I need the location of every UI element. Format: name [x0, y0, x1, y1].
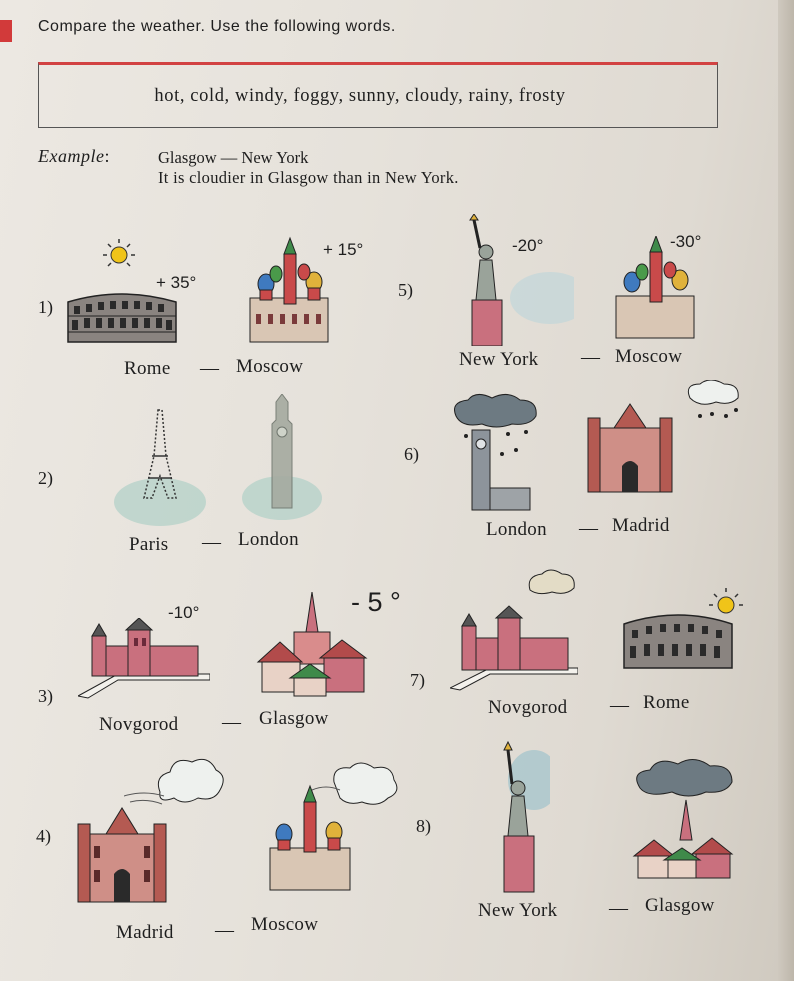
- caption-1-city1: Rome: [124, 358, 171, 379]
- caption-5-city1: New York: [459, 349, 539, 370]
- word-list: hot, cold, windy, foggy, sunny, cloudy, rainy, frosty: [154, 86, 566, 106]
- caption-2-city2: London: [238, 529, 299, 550]
- statue-of-liberty-icon-2: [490, 740, 550, 894]
- caption-6-city1: London: [486, 519, 547, 540]
- temp-glasgow: - 5 °: [351, 587, 401, 617]
- temp-moscow-1: + 15°: [323, 240, 364, 259]
- item-number-1: 1): [38, 297, 53, 317]
- kremlin-cathedral-icon-3: [610, 236, 698, 340]
- caption-7-city2: Rome: [643, 692, 690, 713]
- novgorod-fortress-icon-2: [450, 566, 578, 692]
- caption-5-city2: Moscow: [615, 346, 683, 367]
- example-sentence: It is cloudier in Glasgow than in New York.: [158, 168, 459, 187]
- item-number-8: 8): [416, 816, 431, 836]
- caption-7-dash: —: [610, 695, 629, 716]
- caption-7-city1: Novgorod: [488, 697, 568, 718]
- eiffel-tower-icon: [112, 406, 208, 526]
- caption-1-dash: —: [200, 358, 219, 379]
- novgorod-fortress-icon: [78, 618, 210, 700]
- instruction-text: Compare the weather. Use the following words.: [38, 18, 396, 35]
- colosseum-icon: [64, 284, 180, 346]
- sun-icon: [96, 238, 142, 272]
- caption-6-city2: Madrid: [612, 515, 670, 536]
- caption-4-dash: —: [215, 920, 234, 941]
- caption-4-city1: Madrid: [116, 922, 174, 943]
- temp-newyork: -20°: [512, 236, 544, 255]
- item-number-2: 2): [38, 468, 53, 488]
- caption-4-city2: Moscow: [251, 914, 319, 935]
- item-number-4: 4): [36, 826, 51, 846]
- page-edge: [778, 0, 794, 981]
- caption-3-city2: Glasgow: [259, 708, 329, 729]
- caption-6-dash: —: [579, 518, 598, 539]
- caption-2-dash: —: [202, 532, 221, 553]
- statue-of-liberty-icon: [462, 214, 574, 346]
- temp-rome: + 35°: [156, 273, 197, 292]
- example-cities: Glasgow — New York: [158, 148, 309, 167]
- kremlin-cathedral-icon-2: [262, 758, 402, 894]
- item-number-3: 3): [38, 686, 53, 706]
- glasgow-town-icon: [250, 592, 374, 698]
- caption-3-dash: —: [222, 712, 241, 733]
- item-number-6: 6): [404, 444, 419, 464]
- temp-novgorod: -10°: [168, 603, 200, 622]
- temp-moscow-5: -30°: [670, 232, 702, 251]
- madrid-palace-icon-2: [580, 380, 744, 500]
- caption-8-city1: New York: [478, 900, 558, 921]
- caption-8-dash: —: [609, 898, 628, 919]
- madrid-palace-icon: [68, 794, 176, 906]
- item-number-5: 5): [398, 280, 413, 300]
- caption-2-city1: Paris: [129, 534, 169, 555]
- item-number-7: 7): [410, 670, 425, 690]
- caption-8-city2: Glasgow: [645, 895, 715, 916]
- caption-3-city1: Novgorod: [99, 714, 179, 735]
- big-ben-icon-2: [446, 392, 542, 512]
- example-label: Example:: [38, 146, 110, 166]
- caption-1-city2: Moscow: [236, 356, 304, 377]
- glasgow-town-icon-2: [628, 756, 746, 880]
- exercise-number-marker: [0, 20, 12, 42]
- caption-5-dash: —: [581, 347, 600, 368]
- kremlin-cathedral-icon: [244, 234, 334, 344]
- big-ben-icon: [240, 394, 324, 524]
- colosseum-icon-2: [620, 604, 736, 672]
